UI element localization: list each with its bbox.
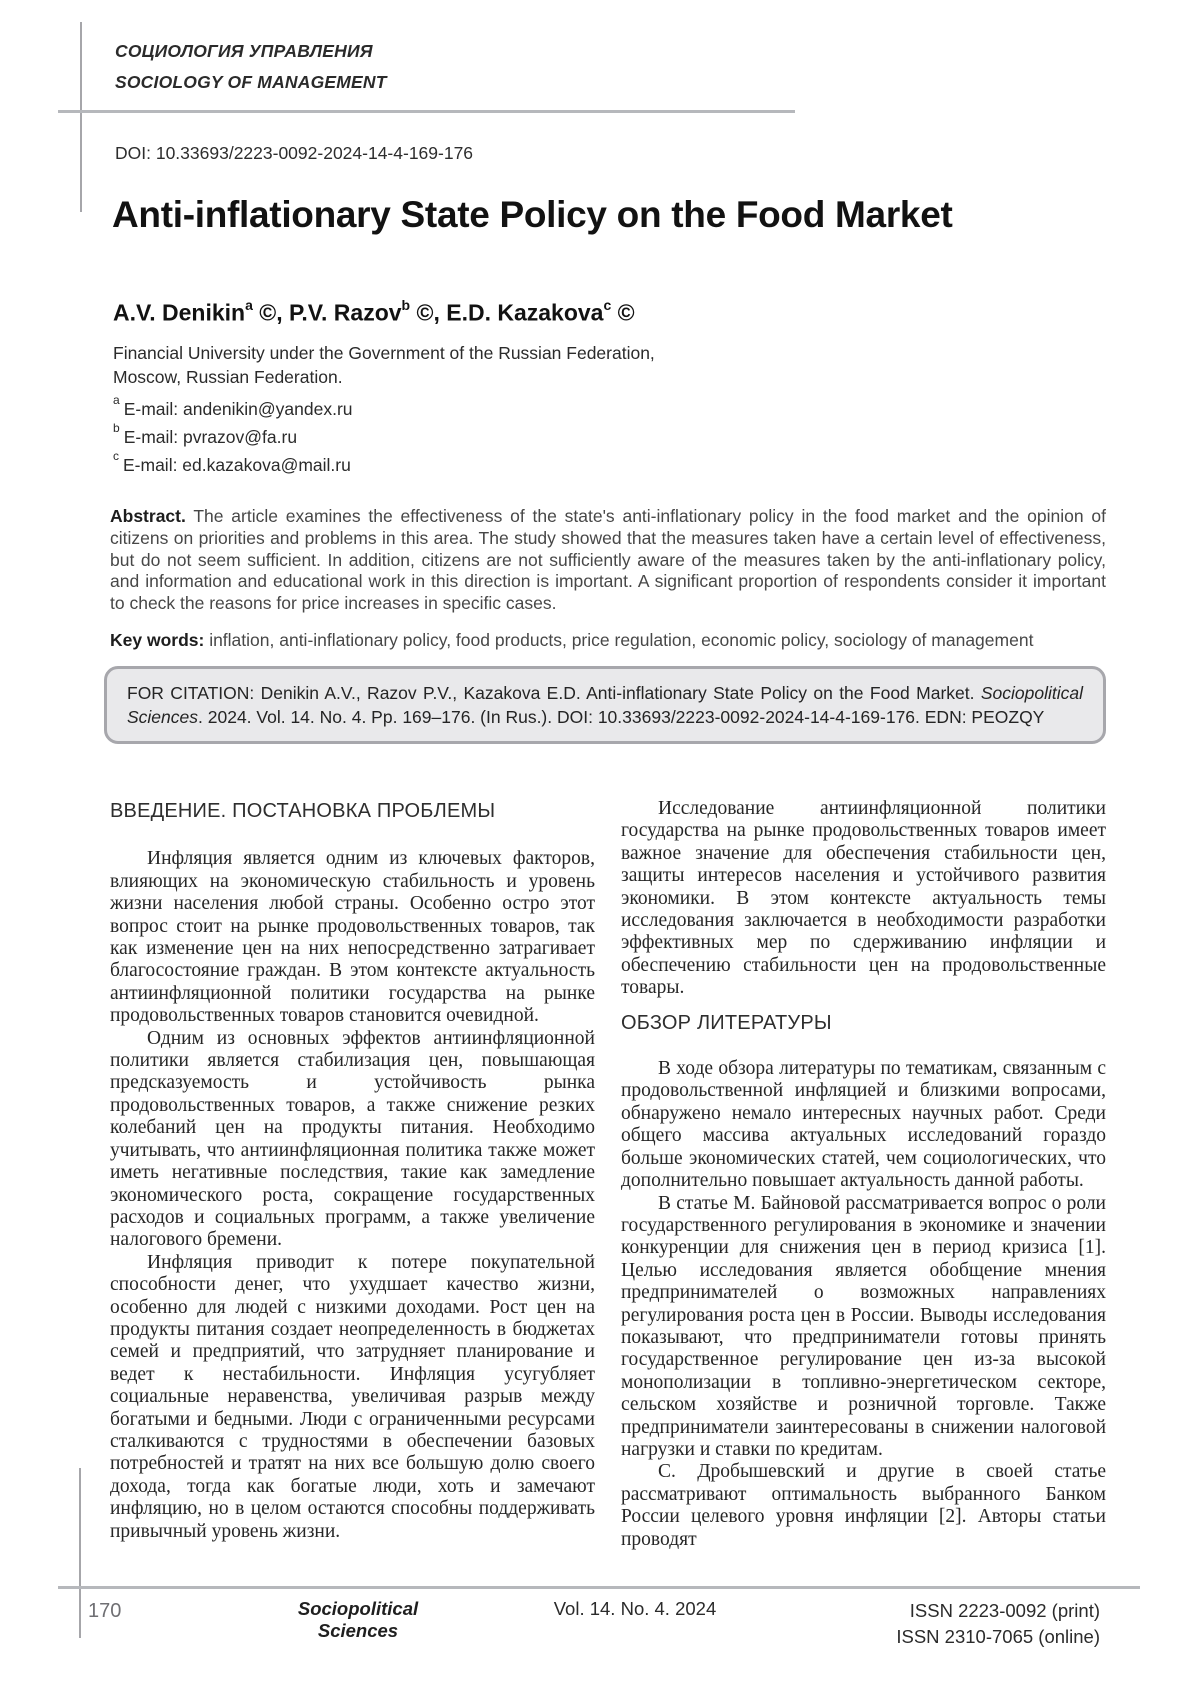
paragraph: Инфляция приводит к потере покупательной способности денег, что ухудшает качество жизни, особенно для людей с низкими доходами. Рост цен на продукты питания создает неопределенность в бюджетах семей и предприятий, что затрудняет планирование и ведет к нестабильности. Инфляция усугубляет социальные неравенства, увеличивая разрыв между богатыми и бедными. Люди с ограниченными ресурсами сталкиваются с трудностями в обеспечении базовых потребностей и тратят на них все большую долю своего дохода, тогда как богатые люди, хоть и замечают инфляцию, но в целом остаются способны поддерживать привычный уровень жизни.: [110, 1251, 595, 1542]
header-vertical-rule: [80, 22, 82, 212]
author-copyright-mark: ©,: [410, 299, 447, 326]
section-kicker: [115, 36, 387, 98]
page-number: 170: [88, 1600, 122, 1622]
paragraph: Исследование антиинфляционной политики государства на рынке продовольственных товаров имеет важное значение для обеспечения стабильности цен, защиты интересов населения и устойчивого развития экономики. В этом контексте актуальность темы исследования заключается в необходимости разработки эффективных мер по сдерживанию инфляции и обеспечению стабильности цен на продовольственные товары.: [621, 798, 1106, 999]
author-name: P.V. Razov: [289, 299, 402, 326]
email-list: [113, 393, 353, 481]
keywords: [110, 630, 1106, 651]
citation-suffix: . 2024. Vol. 14. No. 4. Pp. 169–176. (In Rus.). DOI: 10.33693/2223-0092-2024-14-4-169-176. EDN: PEOZQY: [198, 707, 1045, 727]
email-affil-mark: a: [113, 393, 120, 407]
email-row: [113, 393, 353, 425]
body-columns: [110, 798, 1106, 1551]
author-affil-mark: b: [401, 297, 411, 313]
affiliation-line: Moscow, Russian Federation.: [113, 367, 343, 387]
affiliation: [113, 341, 655, 389]
footer-horizontal-rule: [58, 1586, 1140, 1589]
paragraph: Инфляция является одним из ключевых факторов, влияющих на экономическую стабильность и уровень жизни населения любой страны. Особенно остро этот вопрос стоит на рынке продовольственных товаров, так как изменение цен на них непосредственно затрагивает благосостояние граждан. В этом контексте актуальность антиинфляционной политики государства на рынке продовольственных товаров становится очевидной.: [110, 848, 595, 1027]
footer-vertical-rule: [79, 1468, 81, 1638]
email-text: E-mail: ed.kazakova@mail.ru: [123, 454, 351, 475]
keywords-text: inflation, anti-inflationary policy, food products, price regulation, economic policy, sociology of management: [204, 630, 1034, 650]
section-heading-literature-review: ОБЗОР ЛИТЕРАТУРЫ: [621, 1011, 832, 1034]
author-name: E.D. Kazakova: [446, 299, 604, 326]
keywords-label: Key words:: [110, 630, 205, 650]
author-affil-mark: c: [603, 297, 612, 313]
article-title: Anti-inflationary State Policy on the Food Market: [112, 194, 953, 235]
citation-prefix: FOR CITATION: Denikin A.V., Razov P.V., Kazakova E.D. Anti-inflationary State Policy on the Food Market.: [127, 683, 981, 703]
citation-box: [104, 666, 1106, 744]
left-column: [110, 798, 595, 1551]
author-name: A.V. Denikin: [113, 299, 246, 326]
paragraph: В статье М. Байновой рассматривается вопрос о роли государственного регулирования в экономике и значении конкуренции для снижения цен в период кризиса [1]. Целью исследования является обобщение мнения предпринимателей о возможных направлениях регулирования роста цен в России. Выводы исследования показывают, что предприниматели готовы принять государственное регулирование цен из-за высокой монополизации в топливно-энергетическом секторе, сельском хозяйстве и розничной торговле. Также предприниматели заинтересованы в снижении налоговой нагрузки и ставки по кредитам.: [621, 1192, 1106, 1460]
citation-journal: Sociopolitical Sciences: [127, 683, 1083, 727]
email-affil-mark: b: [113, 421, 120, 435]
paragraph: Одним из основных эффектов антиинфляционной политики является стабилизация цен, повышающая предсказуемость и устойчивость рынка продовольственных товаров, а также снижение резких колебаний цен на продукты питания. Необходимо учитывать, что антиинфляционная политика также может иметь негативные последствия, такие как замедление экономического роста, сокращение государственных расходов и социальных программ, а также увеличение налогового бремени.: [110, 1027, 595, 1251]
paragraph: В ходе обзора литературы по тематикам, связанным с продовольственной инфляцией и близкими вопросами, обнаружено немало интересных научных работ. Среди общего массива актуальных исследований гораздо больше экономических статей, чем социологических, что дополнительно повышает актуальность данной работы.: [621, 1058, 1106, 1192]
email-row: [113, 449, 353, 481]
paragraph: С. Дробышевский и другие в своей статье рассматривают оптимальность выбранного Банком России целевого уровня инфляции [2]. Авторы статьи проводят: [621, 1461, 1106, 1550]
right-column: [621, 798, 1106, 1551]
issn-online: ISSN 2310-7065 (online): [896, 1625, 1100, 1647]
doi-line: DOI: 10.33693/2223-0092-2024-14-4-169-176: [115, 143, 474, 163]
abstract: [110, 506, 1106, 615]
abstract-label: Abstract.: [110, 506, 186, 526]
section-title-en: SOCIOLOGY OF MANAGEMENT: [115, 72, 387, 92]
issn-print: ISSN 2223-0092 (print): [909, 1600, 1100, 1621]
footer-issue: Vol. 14. No. 4. 2024: [553, 1598, 717, 1619]
author-affil-mark: a: [245, 297, 253, 313]
author-copyright-mark: ©,: [252, 299, 290, 326]
email-text: E-mail: pvrazov@fa.ru: [123, 426, 298, 447]
email-affil-mark: c: [113, 449, 119, 463]
section-title-ru: СОЦИОЛОГИЯ УПРАВЛЕНИЯ: [115, 41, 373, 61]
email-text: E-mail: andenikin@yandex.ru: [123, 398, 353, 419]
footer-issn: [896, 1598, 1100, 1649]
author-copyright-mark: ©: [611, 299, 635, 326]
footer-journal-name: Sociopolitical Sciences: [297, 1598, 419, 1641]
affiliation-line: Financial University under the Government of the Russian Federation,: [113, 343, 655, 363]
email-row: [113, 421, 353, 453]
section-heading-introduction: ВВЕДЕНИЕ. ПОСТАНОВКА ПРОБЛЕМЫ: [110, 800, 496, 822]
header-horizontal-rule: [58, 110, 795, 113]
authors-line: [113, 299, 635, 327]
abstract-text: The article examines the effectiveness of the state's anti-inflationary policy in the food market and the opinion of citizens on priorities and problems in this area. The study showed that the measures taken have a certain level of effectiveness, but do not seem sufficient. In addition, citizens are not sufficiently aware of the measures taken by the anti-inflationary policy, and information and educational work in this direction is important. A significant proportion of respondents consider it important to check the reasons for price increases in specific cases.: [110, 506, 1106, 614]
